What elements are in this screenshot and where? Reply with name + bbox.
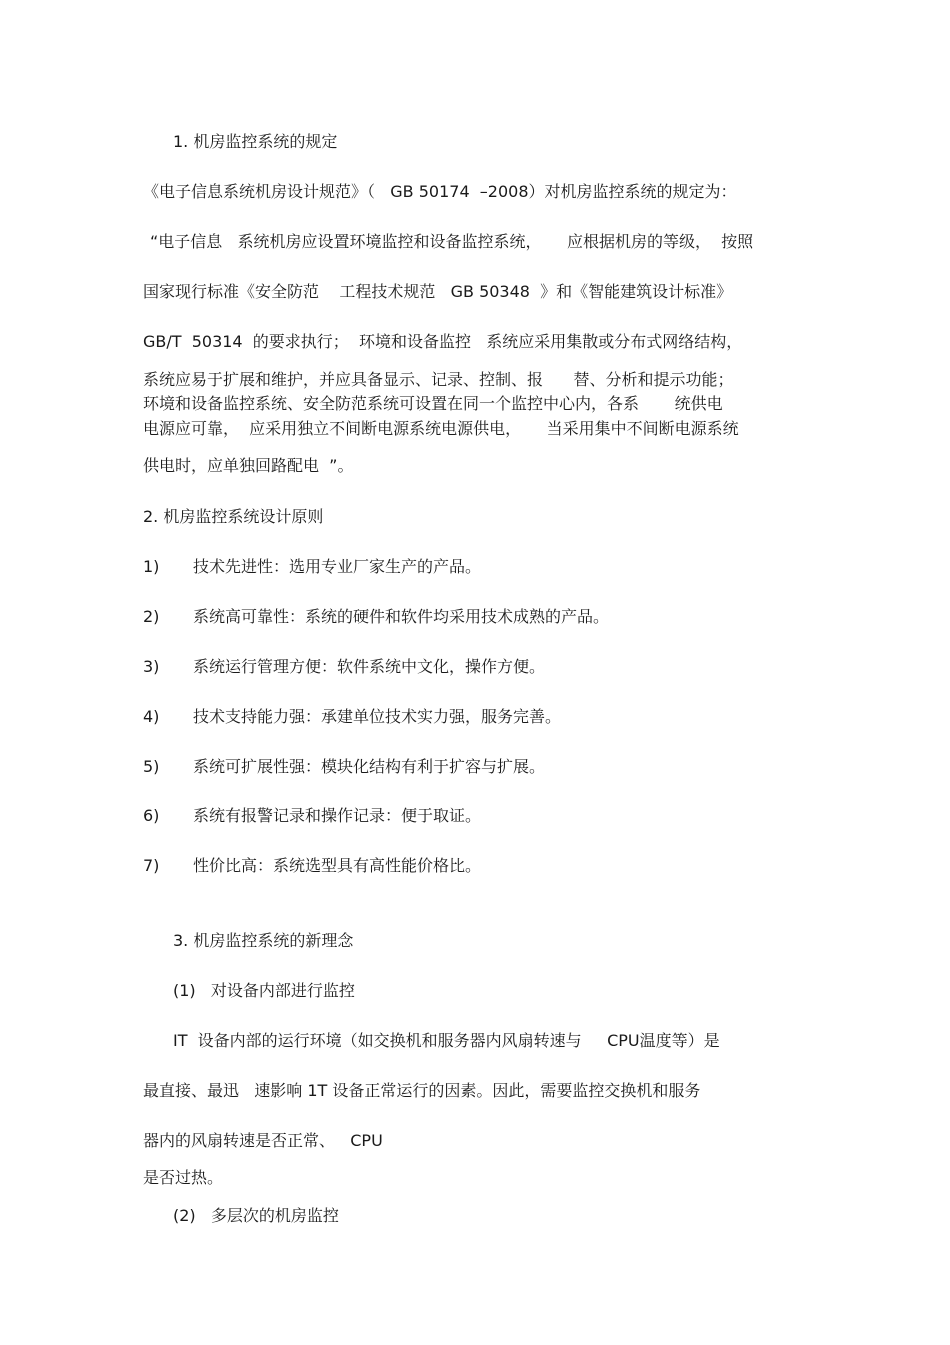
section-1-heading: 1. 机房监控系统的规定 [173, 132, 338, 151]
list-item-text: 系统可扩展性强：模块化结构有利于扩容与扩展。 [193, 757, 546, 776]
section-1-line: 国家现行标准《安全防范 工程技术规范 GB 50348 》和《智能建筑设计标准》 [143, 282, 733, 301]
section-1-line: 电源应可靠， 应采用独立不间断电源系统电源供电， 当采用集中不间断电源系统 [143, 419, 739, 438]
list-item-number: 1) [143, 557, 160, 576]
section-1-line: GB/T 50314 的要求执行； 环境和设备监控 系统应采用集散或分布式网络结构， [143, 332, 743, 351]
section-3-line: 器内的风扇转速是否正常、 CPU [143, 1131, 383, 1150]
list-item-number: 5) [143, 757, 160, 776]
section-1-line: 供电时，应单独回路配电 ”。 [143, 456, 354, 475]
section-3-heading: 3. 机房监控系统的新理念 [173, 931, 354, 950]
list-item-number: 2) [143, 607, 160, 626]
section-2-heading: 2. 机房监控系统设计原则 [143, 507, 324, 526]
list-item-number: 7) [143, 856, 160, 875]
list-item-text: 技术先进性：选用专业厂家生产的产品。 [193, 557, 482, 576]
list-item-number: 6) [143, 806, 160, 825]
list-item-text: 系统运行管理方便：软件系统中文化，操作方便。 [193, 657, 546, 676]
list-item-text: 性价比高：系统选型具有高性能价格比。 [193, 856, 482, 875]
section-3-line: 是否过热。 [143, 1168, 224, 1187]
list-item-number: 4) [143, 707, 160, 726]
section-1-line: 《电子信息系统机房设计规范》（ GB 50174 –2008）对机房监控系统的规定为： [143, 182, 737, 201]
section-1-line: 系统应易于扩展和维护，并应具备显示、记录、控制、报 替、分析和提示功能； [143, 370, 734, 389]
section-3-subheading: (1) 对设备内部进行监控 [173, 981, 355, 1000]
list-item-text: 系统有报警记录和操作记录：便于取证。 [193, 806, 482, 825]
list-item-text: 系统高可靠性：系统的硬件和软件均采用技术成熟的产品。 [193, 607, 610, 626]
section-3-subheading: (2) 多层次的机房监控 [173, 1206, 339, 1225]
list-item-number: 3) [143, 657, 160, 676]
section-1-line: “电子信息 系统机房应设置环境监控和设备监控系统， 应根据机房的等级， 按照 [150, 232, 754, 251]
section-1-line: 环境和设备监控系统、安全防范系统可设置在同一个监控中心内，各系 统供电 [143, 394, 723, 413]
section-3-line: IT 设备内部的运行环境（如交换机和服务器内风扇转速与 CPU温度等）是 [173, 1031, 720, 1050]
list-item-text: 技术支持能力强：承建单位技术实力强，服务完善。 [193, 707, 562, 726]
section-3-line: 最直接、最迅 速影响 1T 设备正常运行的因素。因此，需要监控交换机和服务 [143, 1081, 701, 1100]
